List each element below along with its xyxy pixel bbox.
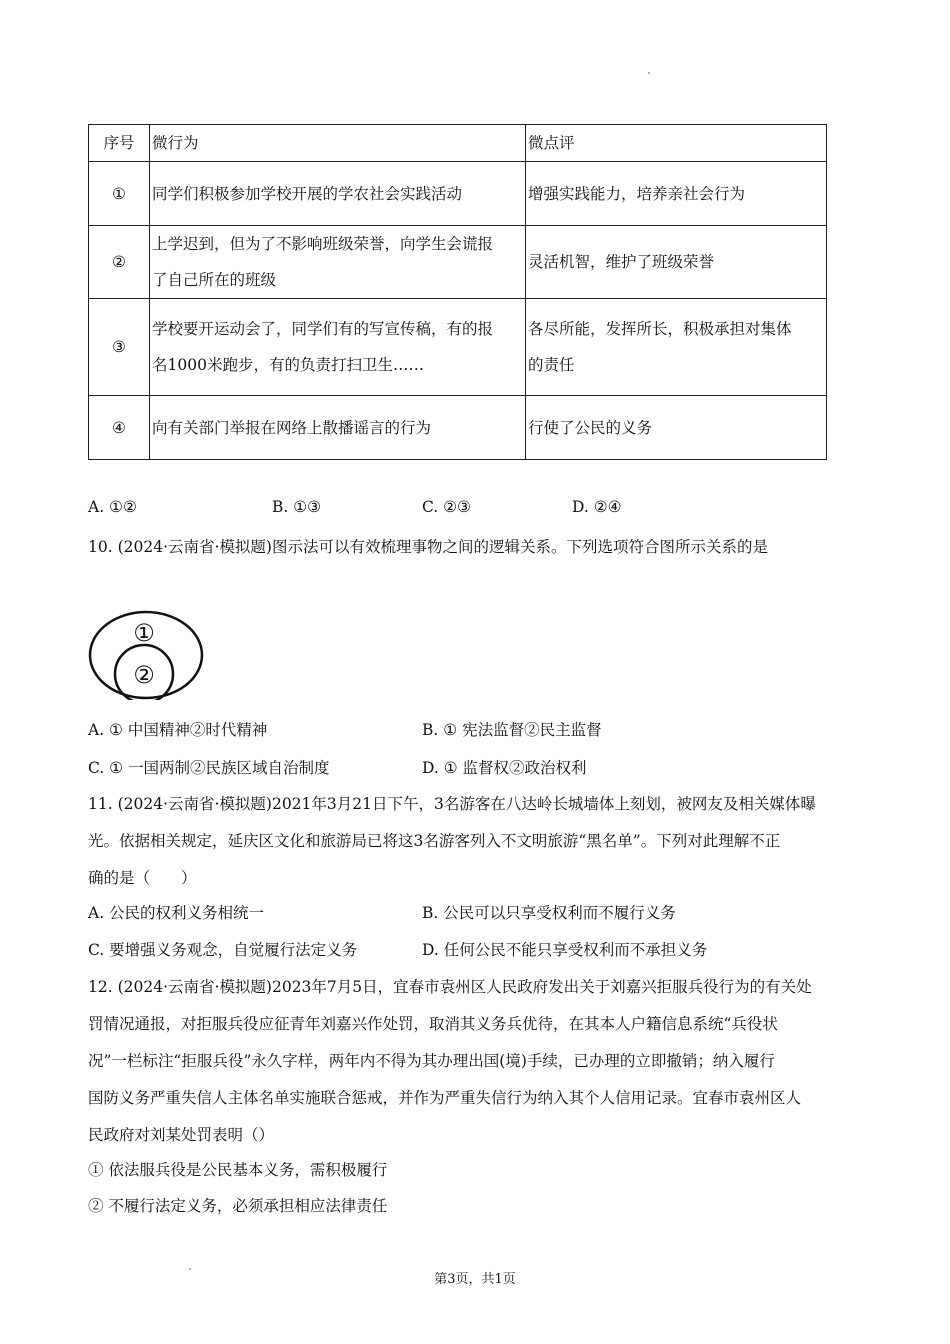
- q10-option-d[interactable]: D. ① 监督权②政治权利: [422, 759, 587, 777]
- q10-stem: 10. (2024·云南省·模拟题)图示法可以有效梳理事物之间的逻辑关系。下列选项符合图所示关系的是: [88, 538, 768, 556]
- q11-option-d[interactable]: D. 任何公民不能只享受权利而不承担义务: [422, 941, 708, 959]
- header-comment: 微点评: [526, 125, 827, 162]
- q11-stem-line: 11. (2024·云南省·模拟题)2021年3月21日下午，3名游客在八达岭长城墙体上刻划，被网友及相关媒体曝: [88, 795, 816, 813]
- row-behavior: 向有关部门举报在网络上散播谣言的行为: [150, 396, 526, 460]
- q12-item-2: ② 不履行法定义务，必须承担相应法律责任: [88, 1197, 388, 1215]
- question-9-table: [88, 124, 827, 460]
- q9-option-a[interactable]: A. ①②: [88, 498, 137, 516]
- row-comment: 增强实践能力，培养亲社会行为: [526, 162, 827, 226]
- q10-option-c[interactable]: C. ① 一国两制②民族区域自治制度: [88, 759, 330, 777]
- page-mark-top: [648, 72, 650, 74]
- outer-label: ①: [133, 619, 155, 647]
- q9-option-b[interactable]: B. ①③: [272, 498, 322, 516]
- q12-stem-line: 况”一栏标注“拒服兵役”永久字样，两年内不得为其办理出国(境)手续，已办理的立即撤销；纳入履行: [88, 1052, 775, 1070]
- q12-stem-line: 12. (2024·云南省·模拟题)2023年7月5日，宜春市袁州区人民政府发出关于刘嘉兴拒服兵役行为的有关处: [88, 978, 812, 996]
- table-row: [89, 299, 827, 396]
- table-row: [89, 396, 827, 460]
- row-number: ②: [89, 226, 150, 299]
- q11-option-a[interactable]: A. 公民的权利义务相统一: [88, 904, 265, 922]
- q10-option-b[interactable]: B. ① 宪法监督②民主监督: [422, 721, 602, 739]
- q12-stem-line: 国防义务严重失信人主体名单实施联合惩戒，并作为严重失信行为纳入其个人信用记录。宜春市袁州区人: [88, 1089, 802, 1107]
- table-header-row: [89, 125, 827, 162]
- q10-option-a[interactable]: A. ① 中国精神②时代精神: [88, 721, 268, 739]
- header-number: 序号: [89, 125, 150, 162]
- row-number: ①: [89, 162, 150, 226]
- q11-option-c[interactable]: C. 要增强义务观念，自觉履行法定义务: [88, 941, 358, 959]
- inner-label: ②: [133, 661, 155, 689]
- row-comment: 各尽所能，发挥所长，积极承担对集体 的责任: [526, 299, 827, 396]
- row-number: ③: [89, 299, 150, 396]
- q11-stem-line: 确的是（ ）: [88, 869, 197, 887]
- q9-option-d[interactable]: D. ②④: [572, 498, 622, 516]
- q12-stem-line: 罚情况通报，对拒服兵役应征青年刘嘉兴作处罚，取消其义务兵优待，在其本人户籍信息系统“兵役状: [88, 1015, 778, 1033]
- row-comment: 行使了公民的义务: [526, 396, 827, 460]
- q11-option-b[interactable]: B. 公民可以只享受权利而不履行义务: [422, 904, 676, 922]
- row-behavior: 学校要开运动会了，同学们有的写宣传稿，有的报 名1000米跑步，有的负责打扫卫生……: [150, 299, 526, 396]
- table-row: [89, 226, 827, 299]
- row-behavior: 上学迟到，但为了不影响班级荣誉，向学生会谎报 了自己所在的班级: [150, 226, 526, 299]
- q9-option-c[interactable]: C. ②③: [422, 498, 471, 516]
- row-number: ④: [89, 396, 150, 460]
- table-row: [89, 162, 827, 226]
- header-behavior: 微行为: [150, 125, 526, 162]
- row-behavior: 同学们积极参加学校开展的学农社会实践活动: [150, 162, 526, 226]
- q12-stem-line: 民政府对刘某处罚表明（）: [88, 1126, 275, 1144]
- q10-venn-diagram: [88, 605, 206, 700]
- page-footer: 第3页，共1页: [434, 1272, 516, 1287]
- row-comment: 灵活机智，维护了班级荣誉: [526, 226, 827, 299]
- q11-stem-line: 光。依据相关规定，延庆区文化和旅游局已将这3名游客列入不文明旅游“黑名单”。下列对此理解不正: [88, 832, 781, 850]
- q12-item-1: ① 依法服兵役是公民基本义务，需积极履行: [88, 1161, 388, 1179]
